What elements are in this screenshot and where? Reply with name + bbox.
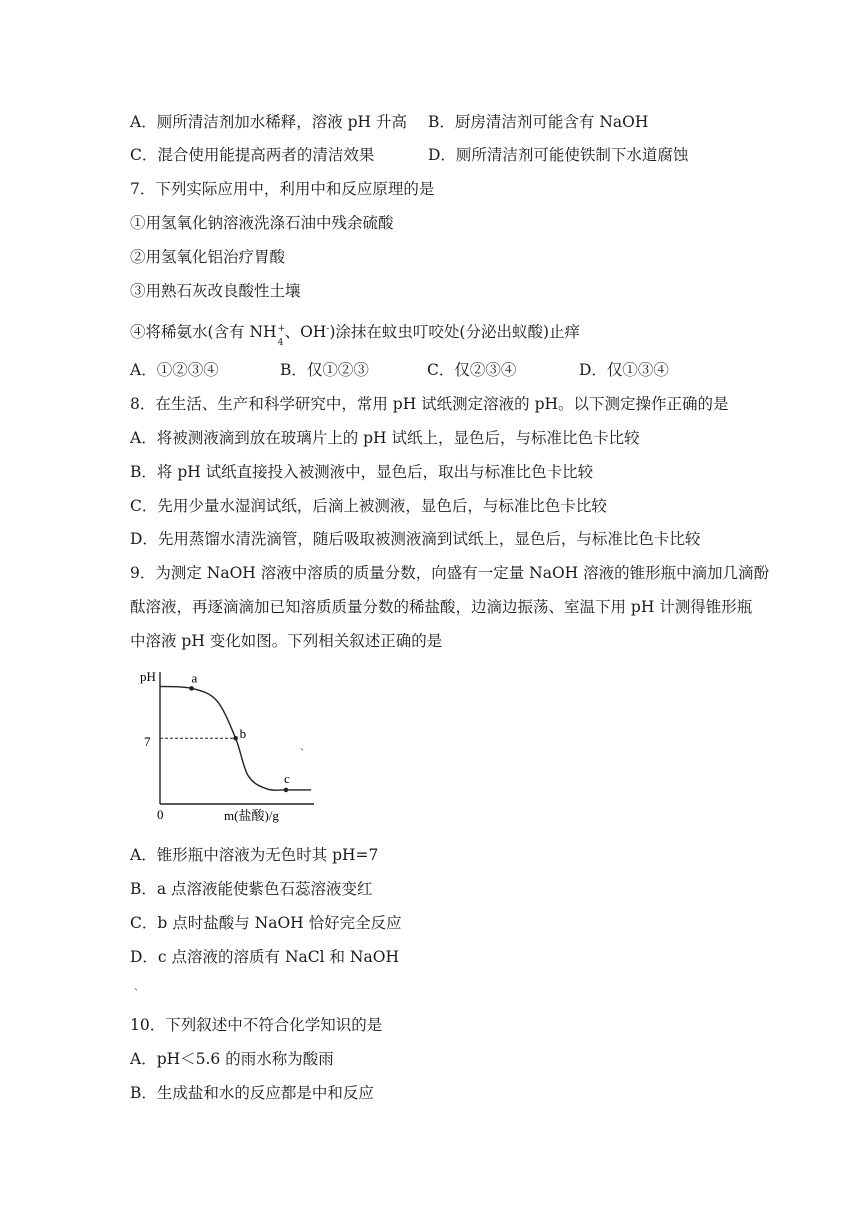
ammonium-charge: + bbox=[277, 324, 286, 334]
q8-option-a: A．将被测液滴到放在玻璃片上的 pH 试纸上，显色后，与标准比色卡比较 bbox=[130, 429, 640, 447]
q8-option-b: B．将 pH 试纸直接投入被测液中，显色后，取出与标准比色卡比较 bbox=[130, 463, 594, 481]
q7-item-4-mid: 、OH bbox=[284, 323, 327, 341]
q10-option-b: B．生成盐和水的反应都是中和反应 bbox=[130, 1084, 374, 1102]
origin-label: 0 bbox=[157, 807, 164, 822]
q9-stem-line-3: 中溶液 pH 变化如图。下列相关叙述正确的是 bbox=[130, 632, 443, 650]
q9-option-c: C．b 点时盐酸与 NaOH 恰好完全反应 bbox=[130, 914, 402, 932]
q10-stem: 10．下列叙述中不符合化学知识的是 bbox=[130, 1016, 383, 1034]
q9-stem-line-2: 酞溶液，再逐滴滴加已知溶质质量分数的稀盐酸，边滴边振荡、室温下用 pH 计测得锥形瓶 bbox=[130, 598, 753, 616]
point-b bbox=[233, 736, 238, 741]
stray-mark-2: 、 bbox=[134, 982, 144, 993]
q7-item-1: ①用氢氧化钠溶液洗涤石油中残余硫酸 bbox=[130, 214, 394, 232]
point-c-label: c bbox=[284, 770, 290, 786]
q7-item-4-pre: ④将稀氨水(含有 NH bbox=[130, 323, 277, 341]
q6-option-c: C．混合使用能提高两者的清洁效果 bbox=[130, 146, 375, 164]
y-axis-label: pH bbox=[140, 669, 156, 684]
q7-option-a: A．①②③④ bbox=[130, 361, 219, 379]
ammonium-subscript: 4 bbox=[277, 338, 284, 348]
q7-item-4-post: )涂抹在蚊虫叮咬处(分泌出蚁酸)止痒 bbox=[329, 323, 580, 341]
q7-item-3: ③用熟石灰改良酸性土壤 bbox=[130, 282, 301, 300]
q10-option-a: A．pH＜5.6 的雨水称为酸雨 bbox=[130, 1050, 334, 1068]
q7-option-d: D．仅①③④ bbox=[579, 361, 669, 379]
hydroxide-charge: - bbox=[326, 324, 330, 334]
point-a bbox=[189, 686, 194, 691]
q7-option-c: C．仅②③④ bbox=[427, 361, 517, 379]
point-a-label: a bbox=[191, 670, 198, 686]
x-axis-label: m(盐酸)/g bbox=[224, 808, 279, 823]
q8-stem: 8．在生活、生产和科学研究中，常用 pH 试纸测定溶液的 pH。以下测定操作正确的是 bbox=[130, 395, 729, 413]
q6-option-b: B．厨房清洁剂可能含有 NaOH bbox=[428, 113, 649, 131]
stray-mark: 、 bbox=[300, 742, 310, 753]
q6-option-a: A．厕所清洁剂加水稀释，溶液 pH 升高 bbox=[130, 113, 407, 131]
q7-stem: 7．下列实际应用中，利用中和反应原理的是 bbox=[130, 180, 435, 198]
q9-option-b: B．a 点溶液能使紫色石蕊溶液变红 bbox=[130, 880, 373, 898]
y-tick-7: 7 bbox=[144, 734, 151, 749]
q9-option-d: D．c 点溶液的溶质有 NaCl 和 NaOH bbox=[130, 948, 399, 966]
q9-option-a: A．锥形瓶中溶液为无色时其 pH=7 bbox=[130, 846, 379, 864]
ammonium-script bbox=[277, 324, 286, 348]
q7-item-4 bbox=[130, 319, 580, 348]
q8-option-d: D．先用蒸馏水清洗滴管，随后吸取被测液滴到试纸上，显色后，与标准比色卡比较 bbox=[130, 530, 701, 548]
q7-option-b: B．仅①②③ bbox=[280, 361, 369, 379]
q9-stem-line-1: 9．为测定 NaOH 溶液中溶质的质量分数，向盛有一定量 NaOH 溶液的锥形瓶中滴加几滴酚 bbox=[130, 564, 770, 582]
point-c bbox=[284, 788, 289, 793]
q8-option-c: C．先用少量水湿润试纸，后滴上被测液，显色后，与标准比色卡比较 bbox=[130, 497, 607, 515]
q7-item-2: ②用氢氧化铝治疗胃酸 bbox=[130, 248, 286, 266]
point-b-label: b bbox=[239, 726, 247, 742]
ph-curve-chart bbox=[128, 666, 328, 828]
q6-option-d: D．厕所清洁剂可能使铁制下水道腐蚀 bbox=[428, 146, 689, 164]
